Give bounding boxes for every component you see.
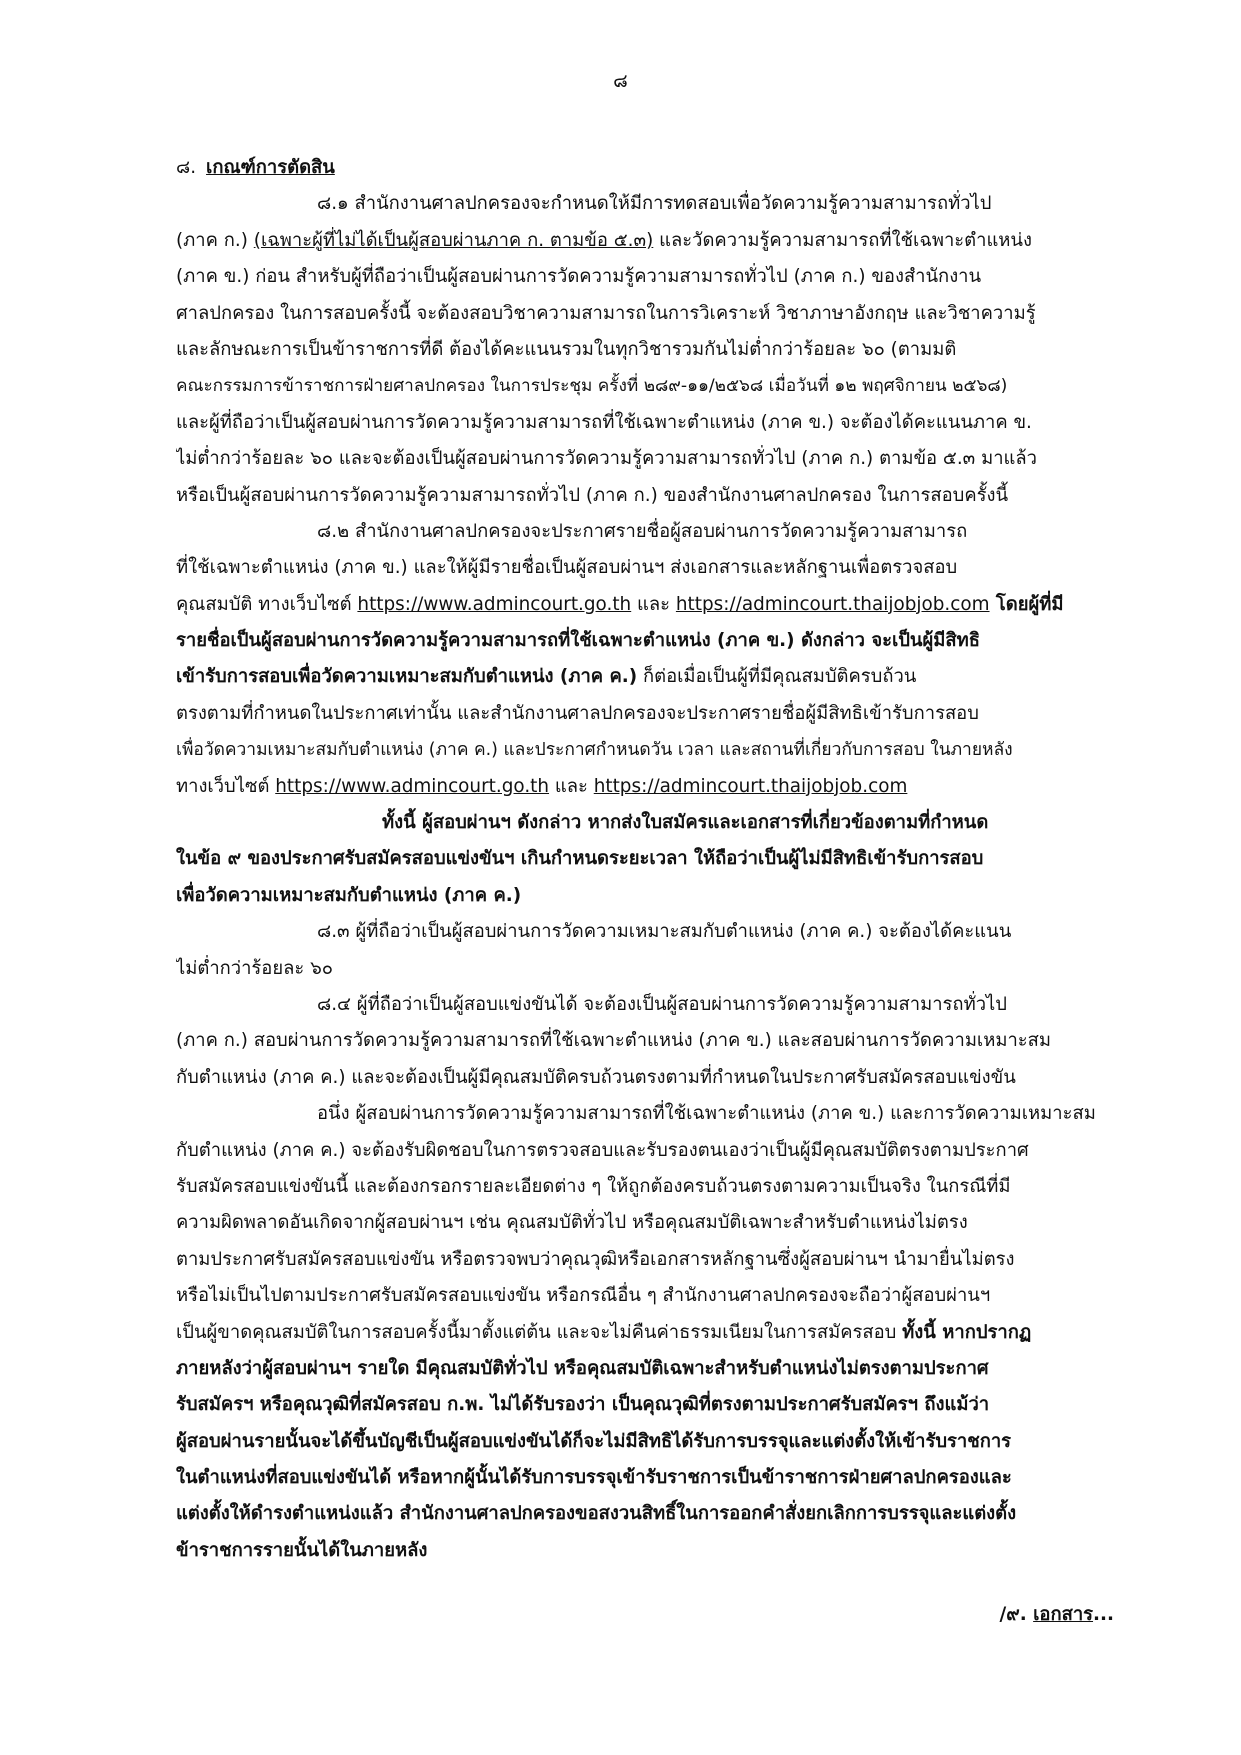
paragraph-line bbox=[176, 1351, 1114, 1387]
bold-text: โดยผู้ที่มี bbox=[989, 593, 1064, 615]
text: รับสมัครสอบแข่งขันนี้ และต้องกรอกรายละเอียดต่าง ๆ ให้ถูกต้องครบถ้วนตรงตามความเป็นจริง ในกรณีที่มี bbox=[176, 1175, 1011, 1197]
paragraph-line bbox=[176, 186, 1114, 222]
paragraph-line bbox=[176, 951, 1114, 987]
paragraph-line bbox=[176, 550, 1114, 586]
paragraph-line bbox=[176, 1169, 1114, 1205]
text: ทางเว็บไซต์ bbox=[176, 775, 276, 797]
text: เป็นผู้ขาดคุณสมบัติในการสอบครั้งนี้มาตั้งแต่ต้น และจะไม่คืนค่าธรรมเนียมในการสมัครสอบ bbox=[176, 1321, 903, 1343]
footer-suffix: ... bbox=[1093, 1604, 1114, 1625]
paragraph-line bbox=[176, 1023, 1114, 1059]
footer-next-word: เอกสาร bbox=[1033, 1604, 1094, 1625]
paragraph-line bbox=[176, 805, 1114, 841]
underlined-text: (เฉพาะผู้ที่ไม่ได้เป็นผู้สอบผ่านภาค ก. ตามข้อ ๕.๓) bbox=[253, 229, 654, 251]
paragraph-line bbox=[176, 1278, 1114, 1314]
text: (ภาค ก.) สอบผ่านการวัดความรู้ความสามารถที่ใช้เฉพาะตำแหน่ง (ภาค ข.) และสอบผ่านการวัดความเหมาะสม bbox=[176, 1030, 1052, 1052]
bold-text: ข้าราชการรายนั้นได้ในภายหลัง bbox=[176, 1539, 428, 1561]
paragraph-line bbox=[176, 696, 1114, 732]
paragraph-line bbox=[176, 1133, 1114, 1169]
paragraph-line bbox=[176, 441, 1114, 477]
thaijobjob-website-link[interactable]: https://admincourt.thaijobjob.com bbox=[593, 775, 908, 797]
text: ความผิดพลาดอันเกิดจากผู้สอบผ่านฯ เช่น คุณสมบัติทั่วไป หรือคุณสมบัติเฉพาะสำหรับตำแหน่งไม่ตรง bbox=[176, 1212, 968, 1234]
bold-text: ทั้งนี้ ผู้สอบผ่านฯ ดังกล่าว หากส่งใบสมัครและเอกสารที่เกี่ยวข้องตามที่กำหนด bbox=[382, 812, 989, 834]
bold-text: ผู้สอบผ่านรายนั้นจะได้ขึ้นบัญชีเป็นผู้สอบแข่งขันได้ก็จะไม่มีสิทธิได้รับการบรรจุและแต่งตั้งให้เข้ารับราชการ bbox=[176, 1430, 1012, 1452]
paragraph-line bbox=[176, 841, 1114, 877]
paragraph-line bbox=[176, 223, 1114, 259]
paragraph-line bbox=[176, 659, 1114, 695]
document-body bbox=[176, 150, 1114, 1569]
section-title: เกณฑ์การตัดสิน bbox=[206, 157, 335, 178]
text: ที่ใช้เฉพาะตำแหน่ง (ภาค ข.) และให้ผู้มีรายชื่อเป็นผู้สอบผ่านฯ ส่งเอกสารและหลักฐานเพื่อตรวจสอบ bbox=[176, 557, 958, 579]
bold-text: ภายหลังว่าผู้สอบผ่านฯ รายใด มีคุณสมบัติทั่วไป หรือคุณสมบัติเฉพาะสำหรับตำแหน่งไม่ตรงตามประกาศ bbox=[176, 1357, 989, 1379]
paragraph-line bbox=[176, 296, 1114, 332]
paragraph-line bbox=[176, 1460, 1114, 1496]
text: คณะกรรมการข้าราชการฝ่ายศาลปกครอง ในการประชุม ครั้งที่ ๒๘๙-๑๑/๒๕๖๘ เมื่อวันที่ ๑๒ พฤศจิกายน ๒๕๖๘) bbox=[176, 376, 1008, 397]
text: ศาลปกครอง ในการสอบครั้งนี้ จะต้องสอบวิชาความสามารถในการวิเคราะห์ วิชาภาษาอังกฤษ และวิชาความรู้ bbox=[176, 302, 1036, 324]
paragraph-line bbox=[176, 1387, 1114, 1423]
paragraph-line bbox=[176, 1533, 1114, 1569]
footer-prefix: /๙. bbox=[999, 1604, 1034, 1625]
admincourt-website-link[interactable]: https://www.admincourt.go.th bbox=[275, 775, 550, 797]
text: และ bbox=[549, 775, 594, 797]
bold-text: ในข้อ ๙ ของประกาศรับสมัครสอบแข่งขันฯ เกินกำหนดระยะเวลา ให้ถือว่าเป็นผู้ไม่มีสิทธิเข้ารับการสอบ bbox=[176, 848, 984, 870]
text: ตามประกาศรับสมัครสอบแข่งขัน หรือตรวจพบว่าคุณวุฒิหรือเอกสารหลักฐานซึ่งผู้สอบผ่านฯ นำมายื่นไม่ตรง bbox=[176, 1248, 1015, 1270]
section-heading bbox=[176, 150, 1114, 186]
paragraph-line bbox=[176, 405, 1114, 441]
bold-text: ทั้งนี้ หากปรากฏ bbox=[902, 1321, 1032, 1343]
text: (ภาค ก.) bbox=[176, 229, 254, 251]
paragraph-line bbox=[176, 769, 1114, 805]
bold-text: แต่งตั้งให้ดำรงตำแหน่งแล้ว สำนักงานศาลปกครองขอสงวนสิทธิ์ในการออกคำสั่งยกเลิกการบรรจุและแต่งตั้ง bbox=[176, 1503, 1017, 1525]
paragraph-line bbox=[176, 1060, 1114, 1096]
text: ๘.๔ ผู้ที่ถือว่าเป็นผู้สอบแข่งขันได้ จะต้องเป็นผู้สอบผ่านการวัดความรู้ความสามารถทั่วไป bbox=[317, 993, 1007, 1015]
paragraph-line bbox=[176, 1424, 1114, 1460]
text: กับตำแหน่ง (ภาค ค.) จะต้องรับผิดชอบในการตรวจสอบและรับรองตนเองว่าเป็นผู้มีคุณสมบัติตรงตามประกาศ bbox=[176, 1139, 1029, 1161]
paragraph-line bbox=[176, 259, 1114, 295]
text: คุณสมบัติ ทางเว็บไซต์ bbox=[176, 593, 358, 615]
bold-text: เพื่อวัดความเหมาะสมกับตำแหน่ง (ภาค ค.) bbox=[176, 884, 522, 906]
admincourt-website-link[interactable]: https://www.admincourt.go.th bbox=[357, 593, 632, 615]
paragraph-line bbox=[176, 332, 1114, 368]
text: หรือเป็นผู้สอบผ่านการวัดความรู้ความสามารถทั่วไป (ภาค ก.) ของสำนักงานศาลปกครอง ในการสอบครั้งนี้ bbox=[176, 484, 1009, 506]
paragraph-line bbox=[176, 732, 1114, 768]
bold-text: เข้ารับการสอบเพื่อวัดความเหมาะสมกับตำแหน่ง (ภาค ค.) bbox=[176, 666, 638, 688]
section-number: ๘. bbox=[176, 157, 197, 178]
thaijobjob-website-link[interactable]: https://admincourt.thaijobjob.com bbox=[675, 593, 990, 615]
bold-text: รับสมัครฯ หรือคุณวุฒิที่สมัครสอบ ก.พ. ไม่ได้รับรองว่า เป็นคุณวุฒิที่ตรงตามประกาศรับสมัครฯ ถึงแม้ว่า bbox=[176, 1394, 990, 1416]
bold-text: รายชื่อเป็นผู้สอบผ่านการวัดความรู้ความสามารถที่ใช้เฉพาะตำแหน่ง (ภาค ข.) ดังกล่าว จะเป็นผู้มีสิทธิ bbox=[176, 630, 980, 652]
paragraph-line bbox=[176, 514, 1114, 550]
text: ๘.๓ ผู้ที่ถือว่าเป็นผู้สอบผ่านการวัดความเหมาะสมกับตำแหน่ง (ภาค ค.) จะต้องได้คะแนน bbox=[317, 921, 1012, 943]
paragraph-line bbox=[176, 1315, 1114, 1351]
text: และลักษณะการเป็นข้าราชการที่ดี ต้องได้คะแนนรวมในทุกวิชารวมกันไม่ต่ำกว่าร้อยละ ๖๐ (ตามมติ bbox=[176, 338, 957, 360]
paragraph-line bbox=[176, 1242, 1114, 1278]
paragraph-line bbox=[176, 1205, 1114, 1241]
paragraph-line bbox=[176, 368, 1114, 404]
text: เพื่อวัดความเหมาะสมกับตำแหน่ง (ภาค ค.) และประกาศกำหนดวัน เวลา และสถานที่เกี่ยวกับการสอบ ในภายหลัง bbox=[176, 740, 1013, 761]
bold-text: ในตำแหน่งที่สอบแข่งขันได้ หรือหากผู้นั้นได้รับการบรรจุเข้ารับราชการเป็นข้าราชการฝ่ายศาลปกครองและ bbox=[176, 1467, 1012, 1489]
text: (ภาค ข.) ก่อน สำหรับผู้ที่ถือว่าเป็นผู้สอบผ่านการวัดความรู้ความสามารถทั่วไป (ภาค ก.) ของสำนักงาน bbox=[176, 266, 982, 288]
text: หรือไม่เป็นไปตามประกาศรับสมัครสอบแข่งขัน หรือกรณีอื่น ๆ สำนักงานศาลปกครองจะถือว่าผู้สอบผ่านฯ bbox=[176, 1285, 991, 1307]
text: อนึ่ง ผู้สอบผ่านการวัดความรู้ความสามารถที่ใช้เฉพาะตำแหน่ง (ภาค ข.) และการวัดความเหมาะสม bbox=[317, 1103, 1096, 1125]
next-page-reference bbox=[1000, 1600, 1114, 1629]
page-number: ๘ bbox=[613, 70, 628, 92]
text: และ bbox=[631, 593, 676, 615]
text: ไม่ต่ำกว่าร้อยละ ๖๐ bbox=[176, 957, 334, 979]
paragraph-line bbox=[176, 914, 1114, 950]
paragraph-line bbox=[176, 1096, 1114, 1132]
text: และวัดความรู้ความสามารถที่ใช้เฉพาะตำแหน่ง bbox=[653, 229, 1032, 251]
text: ๘.๑ สำนักงานศาลปกครองจะกำหนดให้มีการทดสอบเพื่อวัดความรู้ความสามารถทั่วไป bbox=[317, 193, 992, 215]
text: ๘.๒ สำนักงานศาลปกครองจะประกาศรายชื่อผู้สอบผ่านการวัดความรู้ความสามารถ bbox=[317, 520, 968, 542]
text: ไม่ต่ำกว่าร้อยละ ๖๐ และจะต้องเป็นผู้สอบผ่านการวัดความรู้ความสามารถทั่วไป (ภาค ก.) ตามข้อ ๕.๓ มาแล้ว bbox=[176, 448, 1038, 470]
text: ตรงตามที่กำหนดในประกาศเท่านั้น และสำนักงานศาลปกครองจะประกาศรายชื่อผู้มีสิทธิเข้ารับการสอบ bbox=[176, 702, 979, 724]
text: ก็ต่อเมื่อเป็นผู้ที่มีคุณสมบัติครบถ้วน bbox=[637, 666, 917, 688]
paragraph-line bbox=[176, 878, 1114, 914]
paragraph-line bbox=[176, 1496, 1114, 1532]
paragraph-line bbox=[176, 478, 1114, 514]
text: และผู้ที่ถือว่าเป็นผู้สอบผ่านการวัดความรู้ความสามารถที่ใช้เฉพาะตำแหน่ง (ภาค ข.) จะต้องได้คะแนนภาค ข. bbox=[176, 411, 1032, 433]
paragraph-line bbox=[176, 587, 1114, 623]
paragraph-line bbox=[176, 623, 1114, 659]
text: กับตำแหน่ง (ภาค ค.) และจะต้องเป็นผู้มีคุณสมบัติครบถ้วนตรงตามที่กำหนดในประกาศรับสมัครสอบแข่งขัน bbox=[176, 1066, 1016, 1088]
paragraph-line bbox=[176, 987, 1114, 1023]
